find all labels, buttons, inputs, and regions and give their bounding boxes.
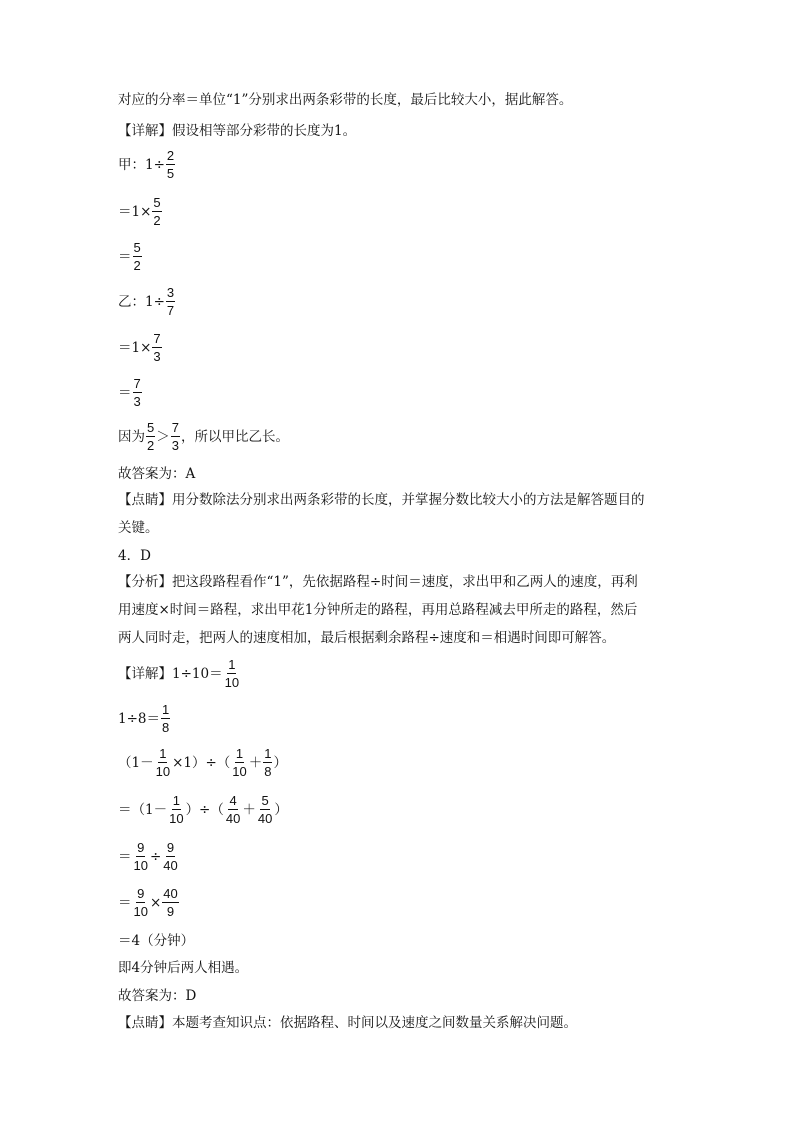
- fraction: [224, 657, 240, 690]
- equation-yi: [118, 285, 176, 318]
- fraction: [152, 195, 161, 228]
- denominator: 8: [162, 720, 170, 735]
- numerator: 9: [166, 840, 175, 855]
- question-number: 4．D: [118, 548, 151, 564]
- eq-operator: ÷: [149, 848, 162, 865]
- equation-jia-step2: [118, 195, 163, 228]
- denominator: 3: [171, 438, 179, 453]
- denominator: 9: [166, 904, 175, 919]
- denominator: 3: [153, 349, 161, 364]
- denominator: 2: [147, 438, 155, 453]
- equation-jia-step3: [118, 240, 143, 273]
- eq-operator: ×: [149, 894, 162, 911]
- denominator: 10: [232, 764, 247, 779]
- numerator: 9: [137, 886, 145, 901]
- equation-yi-step2: [118, 331, 163, 364]
- fraction: [133, 886, 149, 919]
- eq-text: ）÷（: [185, 801, 224, 818]
- denominator: 2: [133, 258, 141, 273]
- eq-operator: ＞: [156, 428, 170, 445]
- fraction: [152, 331, 161, 364]
- numerator: 7: [133, 376, 141, 391]
- denominator: 40: [257, 811, 273, 826]
- denominator: 10: [155, 764, 171, 779]
- eq-operator: ＋: [248, 754, 263, 771]
- denominator: 40: [225, 811, 241, 826]
- equation-d4: [118, 793, 288, 826]
- numerator: 5: [147, 420, 155, 435]
- analysis-line: 【分析】把这段路程看作“1”，先依据路程÷时间＝速度，求出甲和乙两人的速度，再利: [118, 574, 638, 590]
- denominator: 3: [133, 394, 141, 409]
- fraction: [133, 840, 149, 873]
- numerator: 4: [229, 793, 237, 808]
- eq-text: ＝1×: [118, 203, 152, 220]
- eq-text: 乙：1÷: [118, 293, 165, 310]
- eq-text: ＝: [118, 384, 132, 401]
- equation-yi-step3: [118, 376, 143, 409]
- fraction: [161, 702, 170, 735]
- eq-text: ＝: [118, 248, 132, 265]
- detail-heading: 【详解】假设相等部分彩带的长度为1。: [118, 123, 357, 139]
- fraction: [162, 886, 178, 919]
- eq-text: （1－: [118, 754, 154, 771]
- fraction: [231, 746, 247, 779]
- fraction: [133, 240, 142, 273]
- eq-text: ＝: [118, 848, 132, 865]
- numerator: 1: [228, 657, 236, 672]
- fraction: [257, 793, 273, 826]
- numerator: 7: [153, 331, 161, 346]
- fraction: [166, 285, 175, 318]
- eq-text: 因为: [118, 428, 145, 445]
- fraction: [166, 148, 175, 181]
- numerator: 1: [162, 702, 170, 717]
- comment-line: 关键。: [118, 520, 159, 536]
- eq-text: ＝: [118, 894, 132, 911]
- equation-d1: [118, 657, 241, 690]
- equation-d7: ＝4（分钟）: [118, 933, 195, 949]
- numerator: 5: [133, 240, 141, 255]
- eq-text: ）: [273, 754, 287, 771]
- equation-d5: [118, 840, 180, 873]
- denominator: 40: [163, 858, 178, 873]
- eq-text: ×1）÷（: [172, 754, 231, 771]
- denominator: 7: [166, 303, 175, 318]
- numerator: 2: [166, 148, 175, 163]
- fraction: [146, 420, 155, 453]
- denominator: 8: [264, 764, 272, 779]
- numerator: 7: [171, 420, 179, 435]
- comparison-line: [118, 420, 289, 453]
- text-line: 对应的分率＝单位“1”分别求出两条彩带的长度，最后比较大小，据此解答。: [118, 92, 573, 108]
- fraction: [225, 793, 241, 826]
- eq-text: 甲：1÷: [118, 156, 165, 173]
- denominator: 10: [133, 904, 148, 919]
- fraction: [168, 793, 184, 826]
- denominator: 10: [224, 675, 240, 690]
- equation-d6: [118, 886, 180, 919]
- comment-line: 【点睛】用分数除法分别求出两条彩带的长度，并掌握分数比较大小的方法是解答题目的: [118, 492, 645, 508]
- answer-line: 故答案为：A: [118, 466, 196, 482]
- numerator: 3: [166, 285, 175, 300]
- eq-text: ＝（1－: [118, 801, 168, 818]
- eq-text: ）: [274, 801, 288, 818]
- numerator: 1: [172, 793, 180, 808]
- eq-operator: ＋: [242, 801, 256, 818]
- fraction: [162, 840, 178, 873]
- eq-text: ，所以甲比乙长。: [180, 428, 289, 445]
- numerator: 40: [163, 886, 178, 901]
- eq-text: 【详解】1÷10＝: [118, 665, 223, 682]
- numerator: 5: [261, 793, 269, 808]
- numerator: 1: [264, 746, 272, 761]
- fraction: [133, 376, 142, 409]
- text-line: 即4分钟后两人相遇。: [118, 960, 249, 976]
- comment-line: 【点睛】本题考查知识点：依据路程、时间以及速度之间数量关系解决问题。: [118, 1015, 577, 1031]
- fraction: [171, 420, 180, 453]
- denominator: 10: [133, 858, 148, 873]
- equation-d2: [118, 702, 171, 735]
- numerator: 5: [153, 195, 161, 210]
- analysis-line: 两人同时走，把两人的速度相加，最后根据剩余路程÷速度和＝相遇时间即可解答。: [118, 630, 616, 646]
- fraction: [263, 746, 272, 779]
- equation-d3: [118, 746, 287, 779]
- denominator: 2: [153, 213, 161, 228]
- fraction: [155, 746, 171, 779]
- denominator: 5: [166, 166, 175, 181]
- eq-text: 1÷8＝: [118, 710, 160, 727]
- analysis-line: 用速度×时间＝路程，求出甲花1分钟所走的路程，再用总路程减去甲所走的路程，然后: [118, 602, 638, 618]
- answer-line: 故答案为：D: [118, 988, 197, 1004]
- eq-text: ＝1×: [118, 339, 152, 356]
- numerator: 1: [235, 746, 244, 761]
- denominator: 10: [169, 811, 184, 826]
- equation-jia: [118, 148, 176, 181]
- numerator: 9: [137, 840, 145, 855]
- numerator: 1: [159, 746, 167, 761]
